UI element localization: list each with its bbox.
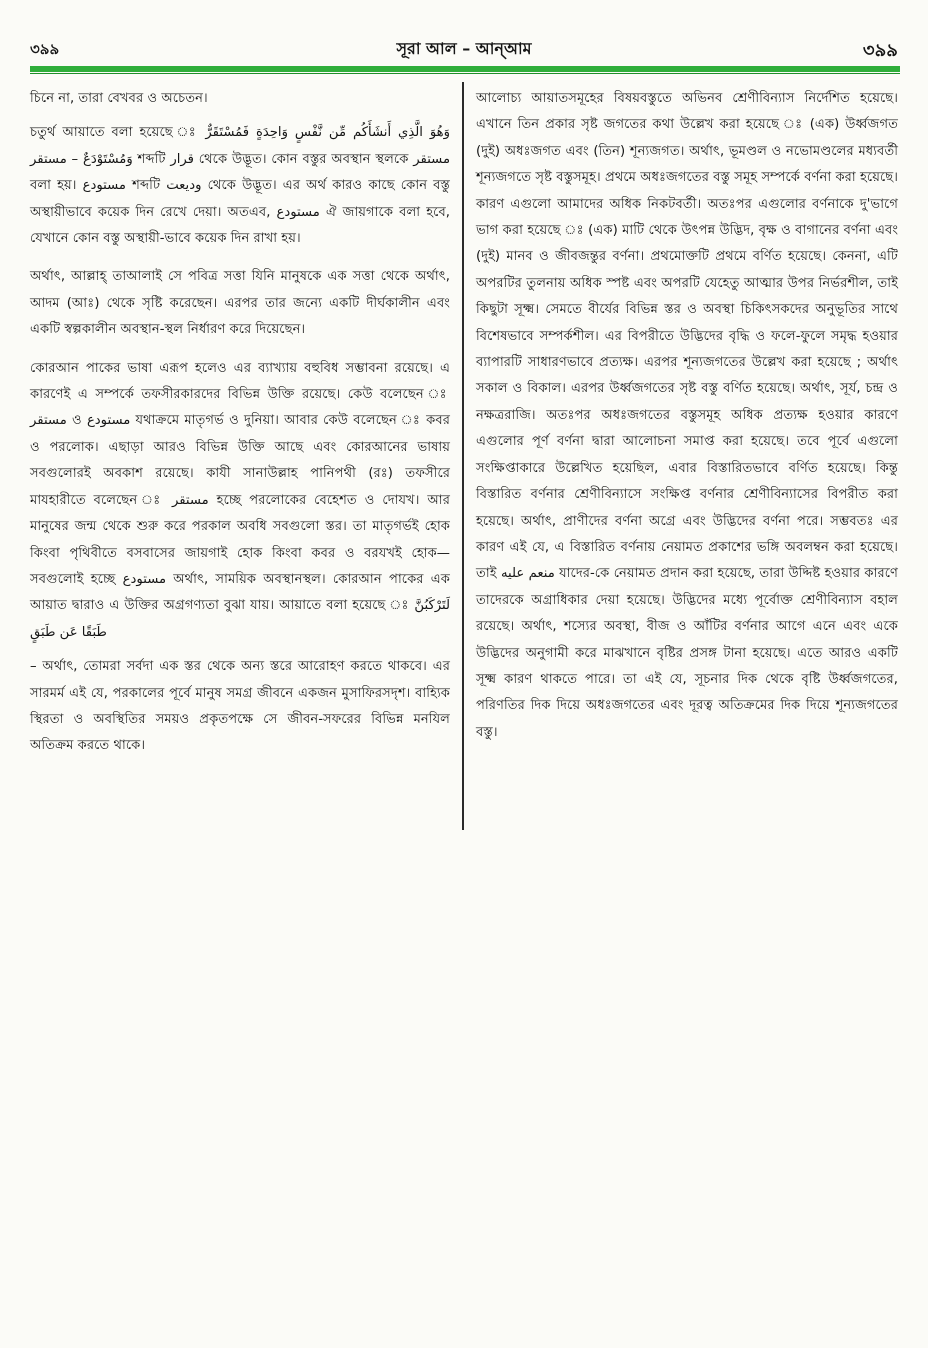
left-column (30, 86, 450, 768)
left-paragraph-4: কোরআন পাকের ভাষা এরূপ হলেও এর ব্যাখ্যায় বহুবিধ সম্ভাবনা রয়েছে। এ কারণেই এ সম্পর্কে তফসীরকারদের বিভিন্ন উক্তি রয়েছে। কেউ বলেছেন ঃ مستقر ও مستودع যথাক্রমে মাতৃগর্ভ ও দুনিয়া। আবার কেউ বলেছেন ঃ কবর ও পরলোক। এছাড়া আরও বিভিন্ন উক্তি আছে এবং কোরআনের ভাষায় সবগুলোরই অবকাশ রয়েছে। কাযী সানাউল্লাহ পানিপথী (রঃ) তফসীরে মাযহারীতে বলেছেন ঃ مستقر হচ্ছে পরলোকের বেহেশত ও দোযখ। আর মানুষের জন্ম থেকে শুরু করে পরকাল অবধি সবগুলো স্তর। তা মাতৃগর্ভই হোক কিংবা পৃথিবীতে বসবাসের জায়গাই হোক কিংবা কবর ও বরযখই হোক— সবগুলোই হচ্ছে مستودع অর্থাৎ, সাময়িক অবস্থানস্থল। কোরআন পাকের এক আয়াত দ্বারাও এ উক্তির অগ্রগণ্যতা বুঝা যায়। আয়াতে বলা হয়েছে ঃ لَتَرْكَبُنَّ طَبَقًا عَن طَبَقٍ (30, 360, 451, 640)
header-green-rule (30, 66, 900, 72)
left-paragraph-2: চতুর্থ আয়াতে বলা হয়েছে ঃ وَهُوَ الَّذِي أَنشَأَكُم مِّن نَّفْسٍ وَاحِدَةٍ فَمُسْتَقَرٌّ وَمُسْتَوْدَعٌ – مستقر শব্দটি قرار থেকে উদ্ভূত। কোন বস্তুর অবস্থান স্থলকে مستقر বলা হয়। مستودع শব্দটি وديعت থেকে উদ্ভূত। এর অর্থ কারও কাছে কোন বস্তু অস্থায়ীভাবে কয়েক দিন রেখে দেয়া। অতএব, مستودع ঐ জায়গাকে বলা হবে, যেখানে কোন বস্তু অস্থায়ী-ভাবে কয়েক দিন রাখা হয়। (30, 125, 451, 247)
header-thin-rule (30, 73, 900, 74)
page-title: সূরা আল – আন্‌আম (396, 39, 532, 58)
page-number-right: ৩৯৯ (862, 40, 898, 61)
right-column (476, 86, 898, 746)
left-paragraph-1: চিনে না, তারা বেখবর ও অচেতন। (30, 91, 208, 106)
left-paragraph-5: – অর্থাৎ, তোমরা সর্বদা এক স্তর থেকে অন্য স্তরে আরোহণ করতে থাকবে। এর সারমর্ম এই যে, পরকালের পূর্বে মানুষ সমগ্র জীবনে একজন মুসাফিরসদৃশ। বাহ্যিক স্থিরতা ও অবস্থিতির সময়ও প্রকৃতপক্ষে সে জীবন-সফরের বিভিন্ন মনযিল অতিক্রম করতে থাকে। (30, 659, 450, 754)
page-number-left: ৩৯৯ (30, 40, 60, 58)
right-paragraph-1: আলোচ্য আয়াতসমূহের বিষয়বস্তুতে অভিনব শ্রেণীবিন্যাস নির্দেশিত হয়েছে। এখানে তিন প্রকার সৃষ্ট জগতের কথা উল্লেখ করা হয়েছে ঃ (এক) উর্ধ্বজগত (দুই) অধঃজগত এবং (তিন) শূন্যজগত। অর্থাৎ, ভূমণ্ডল ও নভোমণ্ডলের মধ্যবর্তী শূন্যজগতে সৃষ্ট বস্তুসমূহ। প্রথমে অধঃজগতের বস্তু সমূহ সম্পর্কে বর্ণনা করা হয়েছে। কারণ এগুলো আমাদের অধিক নিকটবর্তী। অতঃপর এগুলোর বর্ণনাকে দু'ভাগে ভাগ করা হয়েছে ঃ (এক) মাটি থেকে উৎপন্ন উদ্ভিদ, বৃক্ষ ও বাগানের বর্ণনা এবং (দুই) মানব ও জীবজন্তুর বর্ণনা। প্রথমোক্তটি প্রথমে বর্ণিত হয়েছে। কেননা, এটি অপরটির তুলনায় অধিক স্পষ্ট এবং অপরটি যেহেতু আত্মার উপর নির্ভরশীল, তাই কিছুটা সূক্ষ্ম। সেমতে বীর্যের বিভিন্ন স্তর ও অবস্থা চিকিৎসকদের অনুভূতির সাথে বিশেষভাবে সম্পর্কশীল। এর বিপরীতে উদ্ভিদের বৃদ্ধি ও ফলে-ফুলে সমৃদ্ধ হওয়ার ব্যাপারটি সাধারণভাবে প্রত্যক্ষ। এরপর শূন্যজগতের উল্লেখ করা হয়েছে ; অর্থাৎ সকাল ও বিকাল। এরপর উর্ধ্বজগতের সৃষ্ট বস্তু বর্ণিত হয়েছে। অর্থাৎ, সূর্য, চন্দ্র ও নক্ষত্ররাজি। অতঃপর অধঃজগতের বস্তুসমূহ অধিক প্রত্যক্ষ হওয়ার কারণে এগুলোর পূর্ণ বর্ণনা দ্বারা আলোচনা সমাপ্ত করা হয়েছে। তবে পূর্বে এগুলো সংক্ষিপ্তাকারে উল্লেখিত হয়েছিল, এবার বিস্তারিতভাবে বর্ণিত হয়েছে। কিন্তু বিস্তারিত বর্ণনার শ্রেণীবিন্যাসে সংক্ষিপ্ত বর্ণনার শ্রেণীবিন্যাসের বিপরীত করা হয়েছে। অর্থাৎ, প্রাণীদের বর্ণনা অগ্রে এবং উদ্ভিদের বর্ণনা পরে। সম্ভবতঃ এর কারণ এই যে, এ বিস্তারিত বর্ণনায় নেয়ামত প্রকাশের ভঙ্গি অবলম্বন করা হয়েছে। তাই منعم عليه যাদের-কে নেয়ামত প্রদান করা হয়েছে, তারা উদ্দিষ্ট হওয়ার কারণে তাদেরকে অগ্রাধিকার দেয়া হয়েছে। উদ্ভিদের মধ্যে পূর্বোক্ত শ্রেণীবিন্যাস বহাল রয়েছে। অর্থাৎ, শস্যের অবস্থা, বীজ ও আঁটির বর্ণনার আগে এনে এবং একে উদ্ভিদের অনুগামী করে মাঝখানে বৃষ্টির প্রসঙ্গ টানা হয়েছে। এতে আরও একটি সূক্ষ্ম কারণ থাকতে পারে। তা এই যে, সূচনার দিক থেকে বৃষ্টি উর্ধ্বজগতের, পরিণতির দিক দিয়ে অধঃজগতের এবং দূরত্ব অতিক্রমের দিক দিয়ে শূন্যজগতের বস্তু। (476, 91, 898, 740)
page-header (30, 34, 898, 62)
left-paragraph-3: অর্থাৎ, আল্লাহ্ তাআলাই সে পবিত্র সত্তা যিনি মানুষকে এক সত্তা থেকে অর্থাৎ, আদম (আঃ) থেকে সৃষ্টি করেছেন। এরপর তার জন্যে একটি দীর্ঘকালীন এবং একটি স্বল্পকালীন অবস্থান-স্থল নির্ধারণ করে দিয়েছেন। (30, 269, 450, 338)
column-divider (462, 82, 464, 830)
